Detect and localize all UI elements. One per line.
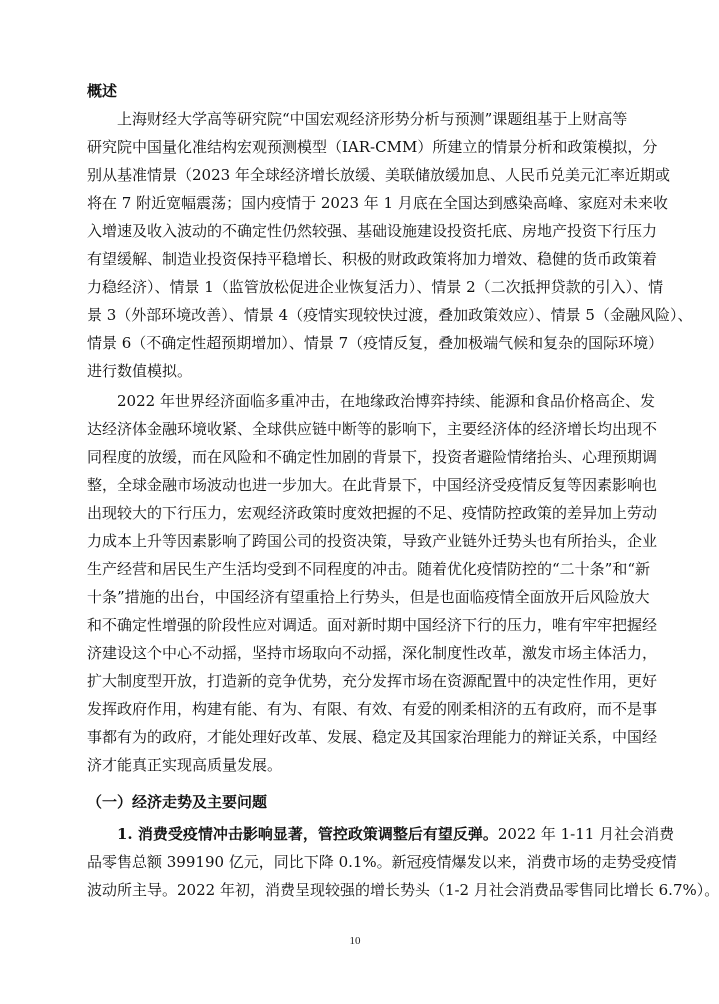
paragraph-line: 别从基准情景（2023 年全球经济增长放缓、美联储放缓加息、人民币兑美元汇率近期或 (87, 166, 670, 184)
paragraph-line (87, 820, 675, 848)
paragraph-line: 生产经营和居民生产生活均受到不同程度的冲击。随着优化疫情防控的“二十条”和“新 (87, 560, 651, 578)
overview-paragraph-1 (87, 105, 693, 385)
paragraph-line: 情景 6（不确定性超预期增加）、情景 7（疫情反复，叠加极端气候和复杂的国际环境） (87, 334, 664, 352)
paragraph-line: 波动所主导。2022 年初，消费呈现较强的增长势头（1-2 月社会消费品零售同比增长 6.7%）。 (87, 881, 719, 899)
paragraph-line: 和不确定性增强的阶段性应对调适。面对新时期中国经济下行的压力，唯有牢牢把握经 (87, 616, 658, 634)
paragraph-line: 整，全球金融市场波动也进一步加大。在此背景下，中国经济受疫情反复等因素影响也 (87, 476, 658, 494)
paragraph-line: 达经济体金融环境收紧、全球供应链中断等的影响下，主要经济体的经济增长均出现不 (87, 420, 658, 438)
point-lead: 1. 消费受疫情冲击影响显著，管控政策调整后有望反弹。 (117, 825, 498, 843)
overview-paragraph-2 (87, 387, 658, 779)
paragraph-line: 发挥政府作用，构建有能、有为、有限、有效、有爱的刚柔相济的五有政府，而不是事 (87, 700, 658, 718)
section-point-1 (87, 820, 719, 904)
paragraph-line: 事都有为的政府，才能处理好改革、发展、稳定及其国家治理能力的辩证关系，中国经 (87, 728, 658, 746)
paragraph-line: 同程度的放缓，而在风险和不确定性加剧的背景下，投资者避险情绪抬头、心理预期调 (87, 448, 658, 466)
paragraph-line: 济才能真正实现高质量发展。 (87, 756, 283, 774)
paragraph-line: 出现较大的下行压力，宏观经济政策时度效把握的不足、疫情防控政策的差异加上劳动 (87, 504, 658, 522)
paragraph-line: 研究院中国量化准结构宏观预测模型（IAR-CMM）所建立的情景分析和政策模拟，分 (87, 138, 658, 156)
section-title: （一）经济走势及主要问题 (87, 793, 268, 811)
overview-heading: 概述 (87, 82, 118, 100)
paragraph-line: 景 3（外部环境改善）、情景 4（疫情实现较快过渡，叠加政策效应）、情景 5（金融风险）、 (87, 306, 693, 324)
paragraph-line: 进行数值模拟。 (87, 362, 193, 380)
paragraph-line: 济建设这个中心不动摇，坚持市场取向不动摇，深化制度性改革，激发市场主体活力， (87, 644, 658, 662)
paragraph-line: 入增速及收入波动的不确定性仍然较强、基础设施建设投资托底、房地产投资下行压力 (87, 222, 658, 240)
paragraph-line: 十条”措施的出台，中国经济有望重拾上行势头，但是也面临疫情全面放开后风险放大 (87, 588, 650, 606)
point-text: 2022 年 1-11 月社会消费 (497, 825, 675, 843)
paragraph-line: 扩大制度型开放，打造新的竞争优势，充分发挥市场在资源配置中的决定性作用，更好 (87, 672, 658, 690)
paragraph-line: 力稳经济）、情景 1（监管放松促进企业恢复活力）、情景 2（二次抵押贷款的引入）、情 (87, 278, 664, 296)
paragraph-line: 品零售总额 399190 亿元，同比下降 0.1%。新冠疫情爆发以来，消费市场的走势受疫情 (87, 853, 677, 871)
page-number: 10 (349, 935, 361, 947)
paragraph-line: 有望缓解、制造业投资保持平稳增长、积极的财政政策将加力增效、稳健的货币政策着 (87, 250, 658, 268)
paragraph-line: 上海财经大学高等研究院“中国宏观经济形势分析与预测”课题组基于上财高等 (117, 110, 628, 128)
paragraph-line: 将在 7 附近宽幅震荡；国内疫情于 2023 年 1 月底在全国达到感染高峰、家庭对未来收 (87, 194, 668, 212)
paragraph-line: 力成本上升等因素影响了跨国公司的投资决策，导致产业链外迁势头也有所抬头，企业 (87, 532, 658, 550)
paragraph-line: 2022 年世界经济面临多重冲击，在地缘政治博弈持续、能源和食品价格高企、发 (117, 392, 655, 410)
